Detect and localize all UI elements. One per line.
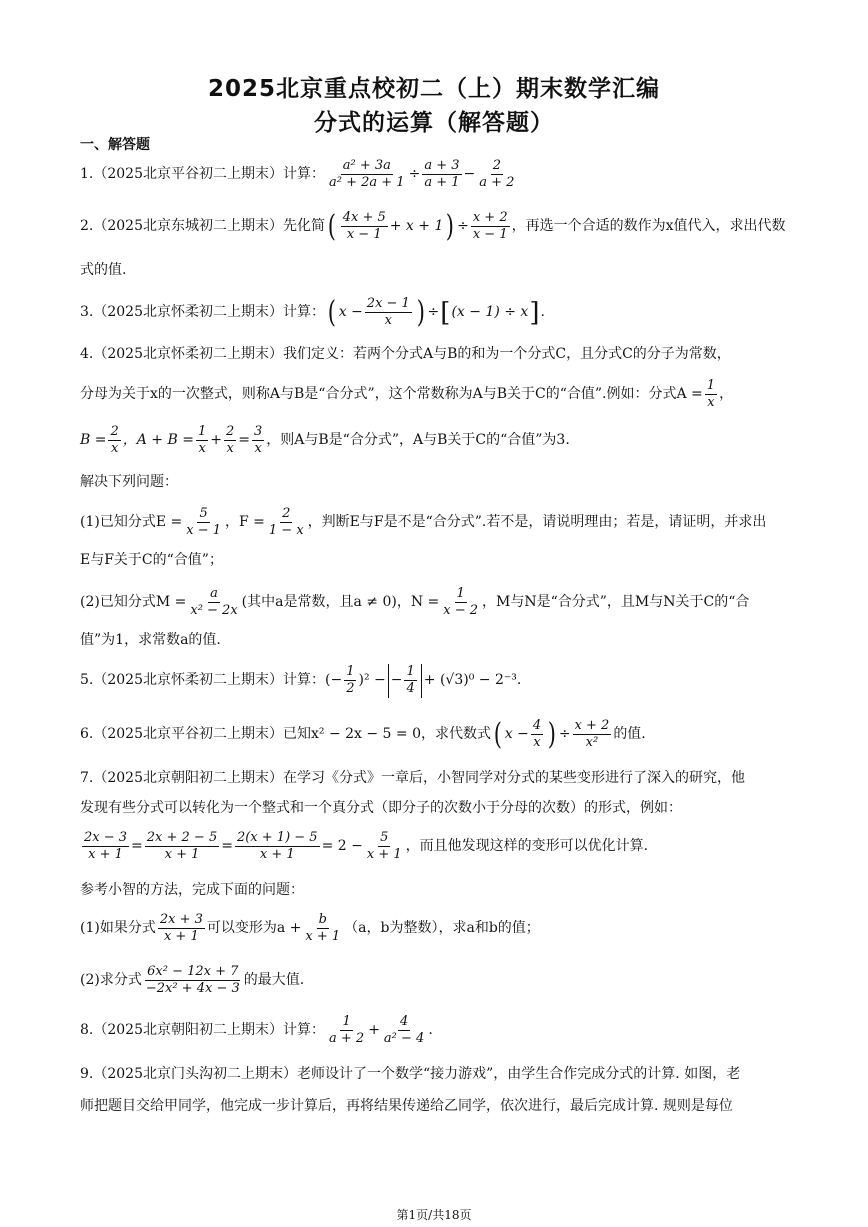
- fraction: $\frac{1}{4}$: [406, 664, 415, 697]
- question-2-line2: 式的值.: [80, 262, 127, 278]
- question-7-line1: 7.（2025北京朝阳初二上期末）在学习《分式》一章后，小智同学对分式的某些变形进行了深入的研究，他: [80, 770, 745, 786]
- fraction: $\frac{2}{a + 2}$: [479, 158, 515, 191]
- fraction: $\frac{3}{x}$: [254, 424, 263, 457]
- fraction: $\frac{5}{x - 1}$: [186, 506, 221, 539]
- fraction: $\frac{4}{\text{a² − 4}}$: [383, 1014, 425, 1047]
- question-2: 2.（2025北京东城初二上期末）先化简 ( $\frac{4x + 5}{x - 1}$ + x + 1 ) ÷ $\frac{x + 2}{x - 1}$ ，再选一个合适的数作为x值代入，求出代数: [80, 208, 786, 244]
- fraction: $\frac{\text{6x² − 12x + 7}}{\text{−2x² + 4x − 3}}$: [145, 964, 240, 997]
- question-7-line2: 发现有些分式可以转化为一个整式和一个真分式（即分子的次数小于分母的次数）的形式，例如：: [80, 800, 682, 816]
- fraction: $\frac{2}{1 - x}$: [268, 506, 304, 539]
- absolute-value: − $\frac{1}{4}$: [388, 664, 422, 698]
- question-7-part1: (1)如果分式 $\frac{2x + 3}{x + 1}$ 可以变形为a + $\frac{b}{x + 1}$ （a，b为整数），求a和b的值；: [80, 912, 540, 945]
- fraction: $\frac{2}{x}$: [225, 424, 235, 457]
- fraction: $\frac{1}{a + 2}$: [329, 1014, 365, 1047]
- fraction: $\frac{2x + 3}{x + 1}$: [159, 912, 203, 945]
- fraction: $\frac{x + 2}{\text{x²}}$: [574, 718, 610, 751]
- fraction: $\frac{b}{x + 1}$: [305, 912, 341, 945]
- fraction: $\frac{x + 2}{x - 1}$: [472, 210, 508, 243]
- page-footer: 第1页/共18页: [396, 1208, 472, 1222]
- question-4-part1-line2: E与F关于C的“合值”；: [80, 552, 223, 568]
- question-1: 1.（2025北京平谷初二上期末）计算： $\frac{\text{a² + 3a}}{\text{a² + 2a + 1}}$ ÷ $\frac{a + 3}{a + 1}$ − $\frac{2}{a + 2}$: [80, 158, 515, 191]
- question-4-part1: (1)已知分式E = $\frac{5}{x - 1}$ ，F = $\frac{2}{1 - x}$ ，判断E与F是不是“合分式”.若不是，请说明理由；若是，请证明，并求出: [80, 506, 767, 539]
- fraction: $\frac{4}{x}$: [532, 718, 542, 751]
- fraction: $\frac{1}{x}$: [706, 378, 716, 411]
- question-7-line4: 参考小智的方法，完成下面的问题：: [80, 882, 304, 898]
- question-4-line1: 4.（2025北京怀柔初二上期末）我们定义：若两个分式A与B的和为一个分式C，且分式C的分子为常数，: [80, 346, 731, 362]
- fraction: $\frac{a + 3}{a + 1}$: [424, 158, 460, 191]
- fraction: $\frac{1}{x}$: [197, 424, 207, 457]
- document-subtitle: 分式的运算（解答题）: [314, 110, 554, 136]
- fraction: $\frac{4x + 5}{x - 1}$: [342, 210, 386, 243]
- fraction: $\frac{2(x + 1) - 5}{x + 1}$: [236, 830, 318, 863]
- section-heading: 一、解答题: [80, 137, 150, 153]
- question-9-line1: 9.（2025北京门头沟初二上期末）老师设计了一个数学“接力游戏”，由学生合作完成分式的计算. 如图，老: [80, 1066, 741, 1082]
- question-4-part2: (2)已知分式M = $\frac{a}{\text{x² − 2x}}$ (其中a是常数，且a ≠ 0)，N = $\frac{1}{x - 2}$ ，M与N是“合分式”，且M与N关于C的“合: [80, 586, 750, 619]
- fraction: $\frac{2}{x}$: [110, 424, 119, 457]
- question-3: 3.（2025北京怀柔初二上期末）计算： ( x − $\frac{2x - 1}{x}$ ) ÷ [ (x − 1) ÷ x ] .: [80, 294, 545, 330]
- question-9-line2: 师把题目交给甲同学，他完成一步计算后，再将结果传递给乙同学，依次进行，最后完成计算. 规则是每位: [80, 1098, 733, 1114]
- fraction: $\frac{\text{a² + 3a}}{\text{a² + 2a + 1}}$: [329, 158, 405, 191]
- document-title: 2025北京重点校初二（上）期末数学汇编: [207, 76, 660, 102]
- question-7-part2: (2)求分式 $\frac{\text{6x² − 12x + 7}}{\text{−2x² + 4x − 3}}$ 的最大值.: [80, 964, 305, 997]
- fraction: $\frac{2x + 2 - 5}{x + 1}$: [146, 830, 218, 863]
- question-4-line2: 分母为关于x的一次整式，则称A与B是“合分式”，这个常数称为A与B关于C的“合值”.例如：分式A = $\frac{1}{x}$ ，: [80, 378, 734, 411]
- question-4-solve: 解决下列问题：: [80, 474, 178, 490]
- fraction: $\frac{2x - 1}{x}$: [366, 296, 410, 329]
- question-4-part2-line2: 值”为1，求常数a的值.: [80, 632, 221, 648]
- fraction: $\frac{5}{x + 1}$: [366, 830, 402, 863]
- question-7-line3: $\frac{2x - 3}{x + 1}$ = $\frac{2x + 2 - 5}{x + 1}$ = $\frac{2(x + 1) - 5}{x + 1}$ = 2 − $\frac{5}{x + 1}$ ，而且他发现这样的变形可以优化计算.: [84, 830, 649, 863]
- fraction: $\frac{1}{x - 2}$: [443, 586, 479, 619]
- question-5: 5.（2025北京怀柔初二上期末）计算： (− $\frac{1}{2}$ )² − − $\frac{1}{4}$ + (√3)⁰ − 2⁻³.: [80, 664, 522, 697]
- fraction: $\frac{a}{\text{x² − 2x}}$: [190, 586, 238, 619]
- question-4-line3: B = $\frac{2}{x}$ ，A + B = $\frac{1}{x}$ + $\frac{2}{x}$ = $\frac{3}{x}$ ，则A与B是“合分式”，A与B关于C的“合值”为3.: [80, 424, 570, 457]
- fraction: $\frac{1}{2}$: [346, 664, 355, 697]
- question-6: 6.（2025北京平谷初二上期末）已知x² − 2x − 5 = 0，求代数式 ( x − $\frac{4}{x}$ ) ÷ $\frac{x + 2}{\text{x²}}$ 的值.: [80, 716, 646, 752]
- question-8: 8.（2025北京朝阳初二上期末）计算： $\frac{1}{a + 2}$ + $\frac{4}{\text{a² − 4}}$ .: [80, 1014, 433, 1047]
- fraction: $\frac{2x - 3}{x + 1}$: [84, 830, 128, 863]
